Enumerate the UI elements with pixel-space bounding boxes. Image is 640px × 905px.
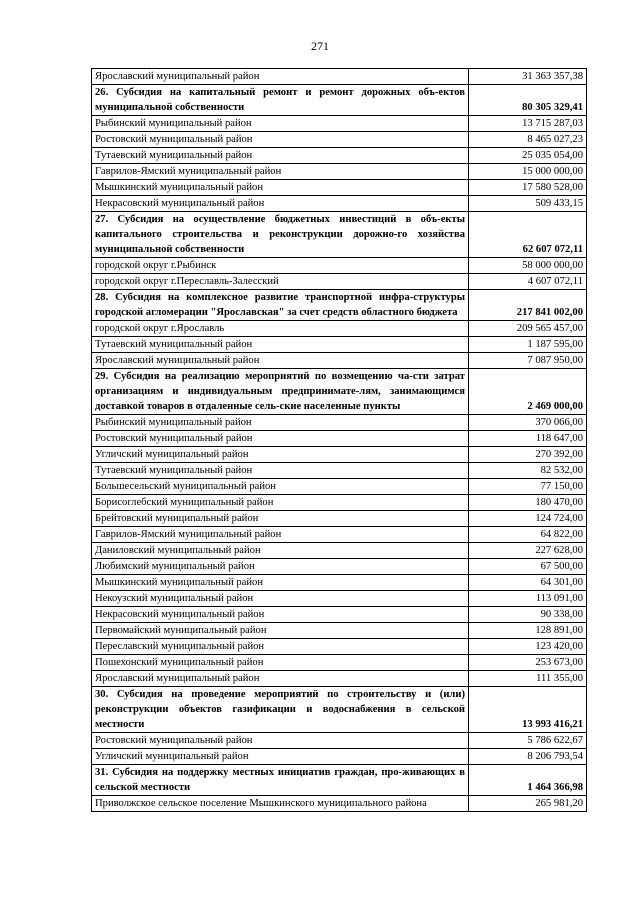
table-row [92,671,587,687]
table-row [92,655,587,671]
amount-value: 8 206 793,54 [469,749,587,765]
recipient-name: Большесельский муниципальный район [92,479,469,495]
amount-value: 253 673,00 [469,655,587,671]
table-row [92,479,587,495]
recipient-name: Ярославский муниципальный район [92,353,469,369]
section-total: 13 993 416,21 [469,687,587,733]
amount-value: 31 363 357,38 [469,69,587,85]
recipient-name: Мышкинский муниципальный район [92,180,469,196]
amount-value: 82 532,00 [469,463,587,479]
recipient-name: Гаврилов-Ямский муниципальный район [92,164,469,180]
amount-value: 265 981,20 [469,796,587,812]
recipient-name: Ростовский муниципальный район [92,132,469,148]
recipient-name: Ростовский муниципальный район [92,733,469,749]
section-title: 26. Субсидия на капитальный ремонт и ремонт дорожных объ-ектов муниципальной собственности [92,85,469,116]
section-title: 31. Субсидия на поддержку местных инициатив граждан, про-живающих в сельской местности [92,765,469,796]
amount-value: 270 392,00 [469,447,587,463]
table-row [92,321,587,337]
table-row [92,337,587,353]
section-total: 217 841 002,00 [469,290,587,321]
amount-value: 118 647,00 [469,431,587,447]
table-row [92,447,587,463]
table-row [92,69,587,85]
table-row [92,796,587,812]
subsidy-table-body [92,69,587,812]
amount-value: 209 565 457,00 [469,321,587,337]
section-row [92,369,587,415]
recipient-name: Даниловский муниципальный район [92,543,469,559]
recipient-name: Первомайский муниципальный район [92,623,469,639]
table-row [92,415,587,431]
section-row [92,687,587,733]
table-row [92,353,587,369]
table-row [92,511,587,527]
table-row [92,148,587,164]
recipient-name: Любимский муниципальный район [92,559,469,575]
section-row [92,85,587,116]
table-row [92,749,587,765]
amount-value: 1 187 595,00 [469,337,587,353]
table-row [92,196,587,212]
table-row [92,495,587,511]
table-row [92,274,587,290]
amount-value: 58 000 000,00 [469,258,587,274]
table-row [92,164,587,180]
amount-value: 5 786 622,67 [469,733,587,749]
table-row [92,132,587,148]
recipient-name: Рыбинский муниципальный район [92,415,469,431]
section-total: 80 305 329,41 [469,85,587,116]
table-row [92,463,587,479]
recipient-name: городской округ г.Рыбинск [92,258,469,274]
recipient-name: Приволжское сельское поселение Мышкинского муниципального района [92,796,469,812]
recipient-name: Угличский муниципальный район [92,447,469,463]
recipient-name: Тутаевский муниципальный район [92,337,469,353]
recipient-name: Тутаевский муниципальный район [92,148,469,164]
recipient-name: Брейтовский муниципальный район [92,511,469,527]
recipient-name: Тутаевский муниципальный район [92,463,469,479]
recipient-name: Борисоглебский муниципальный район [92,495,469,511]
recipient-name: Переславский муниципальный район [92,639,469,655]
section-title: 29. Субсидия на реализацию мероприятий по возмещению ча-сти затрат организациям и индивидуальным предпринимате-лям, занимающимся доставкой товаров в отдаленные сель-ские населенные пункты [92,369,469,415]
table-row [92,733,587,749]
recipient-name: Ярославский муниципальный район [92,69,469,85]
amount-value: 113 091,00 [469,591,587,607]
table-row [92,623,587,639]
table-row [92,575,587,591]
amount-value: 64 301,00 [469,575,587,591]
recipient-name: Пошехонский муниципальный район [92,655,469,671]
section-total: 2 469 000,00 [469,369,587,415]
recipient-name: Мышкинский муниципальный район [92,575,469,591]
table-row [92,180,587,196]
table-row [92,527,587,543]
recipient-name: Ростовский муниципальный район [92,431,469,447]
amount-value: 124 724,00 [469,511,587,527]
recipient-name: Некоузский муниципальный район [92,591,469,607]
section-row [92,290,587,321]
amount-value: 13 715 287,03 [469,116,587,132]
recipient-name: Некрасовский муниципальный район [92,607,469,623]
table-row [92,258,587,274]
amount-value: 7 087 950,00 [469,353,587,369]
recipient-name: Угличский муниципальный район [92,749,469,765]
amount-value: 227 628,00 [469,543,587,559]
table-row [92,639,587,655]
subsidy-table [91,68,587,812]
section-title: 30. Субсидия на проведение мероприятий по строительству и (или) реконструкции объектов газификации и водоснабжения в сельской местности [92,687,469,733]
amount-value: 111 355,00 [469,671,587,687]
page-number: 271 [311,39,329,53]
amount-value: 128 891,00 [469,623,587,639]
amount-value: 509 433,15 [469,196,587,212]
amount-value: 123 420,00 [469,639,587,655]
section-row [92,765,587,796]
table-row [92,607,587,623]
amount-value: 180 470,00 [469,495,587,511]
table-row [92,543,587,559]
amount-value: 90 338,00 [469,607,587,623]
section-total: 62 607 072,11 [469,212,587,258]
amount-value: 67 500,00 [469,559,587,575]
section-total: 1 464 366,98 [469,765,587,796]
table-row [92,431,587,447]
recipient-name: городской округ г.Ярославль [92,321,469,337]
amount-value: 15 000 000,00 [469,164,587,180]
section-row [92,212,587,258]
recipient-name: городской округ г.Переславль-Залесский [92,274,469,290]
amount-value: 4 607 072,11 [469,274,587,290]
table-row [92,559,587,575]
table-row [92,116,587,132]
table-row [92,591,587,607]
recipient-name: Рыбинский муниципальный район [92,116,469,132]
section-title: 27. Субсидия на осуществление бюджетных инвестиций в объ-екты капитального строительства и реконструкции дорожно-го хозяйства муниципальной собственности [92,212,469,258]
recipient-name: Некрасовский муниципальный район [92,196,469,212]
recipient-name: Гаврилов-Ямский муниципальный район [92,527,469,543]
amount-value: 25 035 054,00 [469,148,587,164]
amount-value: 77 150,00 [469,479,587,495]
section-title: 28. Субсидия на комплексное развитие транспортной инфра-структуры городской агломерации "Ярославская" за счет средств областного бюджета [92,290,469,321]
amount-value: 64 822,00 [469,527,587,543]
amount-value: 370 066,00 [469,415,587,431]
amount-value: 8 465 027,23 [469,132,587,148]
recipient-name: Ярославский муниципальный район [92,671,469,687]
amount-value: 17 580 528,00 [469,180,587,196]
